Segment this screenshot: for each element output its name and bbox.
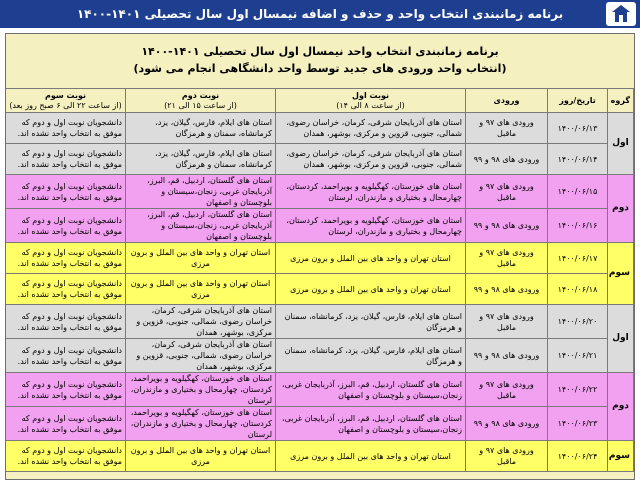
- date-cell: ۱۴۰۰/۰۶/۲۱: [548, 339, 608, 373]
- schedule-sheet: [5, 33, 635, 480]
- logo-icon: [610, 4, 632, 24]
- group-cell: سوم: [608, 243, 634, 305]
- shift1-cell: استان تهران و واحد های بین الملل و برون مرزی: [276, 274, 466, 305]
- shift1-cell: استان تهران و واحد های بین الملل و برون مرزی: [276, 441, 466, 472]
- shift3-cell: دانشجویان نوبت اول و دوم که موفق به انتخاب واحد نشده اند.: [6, 305, 126, 339]
- shift2-cell: استان تهران و واحد های بین الملل و برون مرزی: [126, 274, 276, 305]
- shift2-cell: استان های ایلام، فارس، گیلان، یزد، کرمانشاه، سمنان و هرمزگان: [126, 113, 276, 144]
- table-row: [6, 175, 634, 209]
- shift2-cell: استان تهران و واحد های بین الملل و برون مرزی: [126, 243, 276, 274]
- entry-cell: ورودی های ۹۷ و ماقبل: [466, 373, 548, 407]
- shift1-cell: استان های خوزستان، کهگیلویه و بویراحمد، کردستان، چهارمحال و بختیاری و مازندران، لرستان: [276, 175, 466, 209]
- shift2-label: نوبت دوم: [181, 90, 220, 100]
- shift1-cell: استان های گلستان، اردبیل، قم، البرز، آذربایجان غربی، زنجان،سیستان و بلوچستان و اصفهان: [276, 407, 466, 441]
- entry-cell: ورودی های ۹۸ و ۹۹: [466, 209, 548, 243]
- table-row: [6, 373, 634, 407]
- university-logo: [606, 2, 636, 26]
- date-cell: ۱۴۰۰/۰۶/۱۶: [548, 209, 608, 243]
- shift1-label: نوبت اول: [352, 90, 389, 100]
- shift1-cell: استان های ایلام، فارس، گیلان، یزد، کرمانشاه، سمنان و هرمزگان: [276, 305, 466, 339]
- date-cell: ۱۴۰۰/۰۶/۱۸: [548, 274, 608, 305]
- table-row: [6, 274, 634, 305]
- table-row: [6, 339, 634, 373]
- entry-cell: ورودی های ۹۷ و ماقبل: [466, 113, 548, 144]
- date-cell: ۱۴۰۰/۰۶/۱۴: [548, 144, 608, 175]
- entry-cell: ورودی های ۹۸ و ۹۹: [466, 407, 548, 441]
- sheet-title: برنامه زمانبندی انتخاب واحد نیمسال اول سال تحصیلی ۱۴۰۱-۱۴۰۰: [141, 45, 499, 58]
- header-date: تاریخ/روز: [548, 89, 608, 113]
- shift3-label: نوبت سوم: [44, 90, 87, 100]
- date-cell: ۱۴۰۰/۰۶/۱۷: [548, 243, 608, 274]
- header-shift3: [6, 89, 126, 113]
- header-shift2: [126, 89, 276, 113]
- entry-cell: ورودی های ۹۷ و ماقبل: [466, 441, 548, 472]
- shift3-cell: دانشجویان نوبت اول و دوم که موفق به انتخاب واحد نشده اند.: [6, 209, 126, 243]
- entry-cell: ورودی های ۹۷ و ماقبل: [466, 305, 548, 339]
- shift2-cell: استان های خوزستان، کهگیلویه و بویراحمد، کردستان، چهارمحال و بختیاری و مازندران، لرستان: [126, 373, 276, 407]
- shift3-cell: دانشجویان نوبت اول و دوم که موفق به انتخاب واحد نشده اند.: [6, 175, 126, 209]
- schedule-table: [5, 88, 634, 472]
- shift1-cell: استان های خوزستان، کهگیلویه و بویراحمد، کردستان، چهارمحال و بختیاری و مازندران، لرستان: [276, 209, 466, 243]
- shift1-time: (از ساعت ۸ الی ۱۴): [336, 100, 405, 110]
- shift2-cell: استان های آذربایجان شرقی، کرمان، خراسان رضوی، شمالی، جنوبی، قزوین و مرکزی، بوشهر، همدان: [126, 339, 276, 373]
- shift3-cell: دانشجویان نوبت اول و دوم که موفق به انتخاب واحد نشده اند.: [6, 243, 126, 274]
- date-cell: ۱۴۰۰/۰۶/۲۰: [548, 305, 608, 339]
- entry-cell: ورودی های ۹۸ و ۹۹: [466, 339, 548, 373]
- group-cell: سوم: [608, 441, 634, 472]
- date-cell: ۱۴۰۰/۰۶/۲۲: [548, 373, 608, 407]
- entry-cell: ورودی های ۹۸ و ۹۹: [466, 274, 548, 305]
- shift3-cell: دانشجویان نوبت اول و دوم که موفق به انتخاب واحد نشده اند.: [6, 407, 126, 441]
- sheet-subtitle: (انتخاب واحد ورودی های جدید توسط واحد دانشگاهی انجام می شود): [133, 62, 507, 75]
- sheet-header: [6, 34, 634, 86]
- table-row: [6, 113, 634, 144]
- shift1-cell: استان های ایلام، فارس، گیلان، یزد، کرمانشاه، سمنان و هرمزگان: [276, 339, 466, 373]
- shift2-cell: استان های گلستان، اردبیل، قم، البرز، آذربایجان غربی، زنجان،سیستان و بلوچستان و اصفهان: [126, 175, 276, 209]
- table-row: [6, 144, 634, 175]
- shift1-cell: استان های گلستان، اردبیل، قم، البرز، آذربایجان غربی، زنجان،سیستان و بلوچستان و اصفهان: [276, 373, 466, 407]
- shift2-cell: استان های خوزستان، کهگیلویه و بویراحمد، کردستان، چهارمحال و بختیاری و مازندران، لرستان: [126, 407, 276, 441]
- group-cell: اول: [608, 305, 634, 373]
- header-shift1: [276, 89, 466, 113]
- group-cell: اول: [608, 113, 634, 175]
- shift3-cell: دانشجویان نوبت اول و دوم که موفق به انتخاب واحد نشده اند.: [6, 441, 126, 472]
- group-cell: دوم: [608, 373, 634, 441]
- table-row: [6, 209, 634, 243]
- shift3-cell: دانشجویان نوبت اول و دوم که موفق به انتخاب واحد نشده اند.: [6, 113, 126, 144]
- table-header-row: [6, 89, 634, 113]
- shift3-cell: دانشجویان نوبت اول و دوم که موفق به انتخاب واحد نشده اند.: [6, 274, 126, 305]
- shift3-cell: دانشجویان نوبت اول و دوم که موفق به انتخاب واحد نشده اند.: [6, 373, 126, 407]
- date-cell: ۱۴۰۰/۰۶/۲۴: [548, 441, 608, 472]
- table-row: [6, 441, 634, 472]
- date-cell: ۱۴۰۰/۰۶/۲۳: [548, 407, 608, 441]
- table-row: [6, 243, 634, 274]
- banner-title: برنامه زمانبندی انتخاب واحد و حذف و اضافه نیمسال اول سال تحصیلی ۱۴۰۱-۱۴۰۰: [76, 7, 564, 21]
- shift3-time: (از ساعت ۲۲ الی ۶ صبح روز بعد): [9, 100, 122, 110]
- entry-cell: ورودی های ۹۷ و ماقبل: [466, 175, 548, 209]
- shift3-cell: دانشجویان نوبت اول و دوم که موفق به انتخاب واحد نشده اند.: [6, 339, 126, 373]
- group-cell: دوم: [608, 175, 634, 243]
- page-banner: [0, 0, 640, 28]
- shift3-cell: دانشجویان نوبت اول و دوم که موفق به انتخاب واحد نشده اند.: [6, 144, 126, 175]
- shift2-cell: استان های گلستان، اردبیل، قم، البرز، آذربایجان غربی، زنجان،سیستان و بلوچستان و اصفهان: [126, 209, 276, 243]
- entry-cell: ورودی های ۹۸ و ۹۹: [466, 144, 548, 175]
- shift1-cell: استان های آذربایجان شرقی، کرمان، خراسان رضوی، شمالی، جنوبی، قزوین و مرکزی، بوشهر، همدان: [276, 144, 466, 175]
- entry-cell: ورودی های ۹۷ و ماقبل: [466, 243, 548, 274]
- table-row: [6, 407, 634, 441]
- header-entry: ورودی: [466, 89, 548, 113]
- shift2-time: (از ساعت ۱۵ الی ۲۱): [164, 100, 237, 110]
- shift2-cell: استان های ایلام، فارس، گیلان، یزد، کرمانشاه، سمنان و هرمزگان: [126, 144, 276, 175]
- table-row: [6, 305, 634, 339]
- shift1-cell: استان تهران و واحد های بین الملل و برون مرزی: [276, 243, 466, 274]
- shift2-cell: استان های آذربایجان شرقی، کرمان، خراسان رضوی، شمالی، جنوبی، قزوین و مرکزی، بوشهر، همدان: [126, 305, 276, 339]
- shift2-cell: استان تهران و واحد های بین الملل و برون مرزی: [126, 441, 276, 472]
- date-cell: ۱۴۰۰/۰۶/۱۵: [548, 175, 608, 209]
- shift1-cell: استان های آذربایجان شرقی، کرمان، خراسان رضوی، شمالی، جنوبی، قزوین و مرکزی، بوشهر، همدان: [276, 113, 466, 144]
- header-group: گروه: [608, 89, 634, 113]
- date-cell: ۱۴۰۰/۰۶/۱۳: [548, 113, 608, 144]
